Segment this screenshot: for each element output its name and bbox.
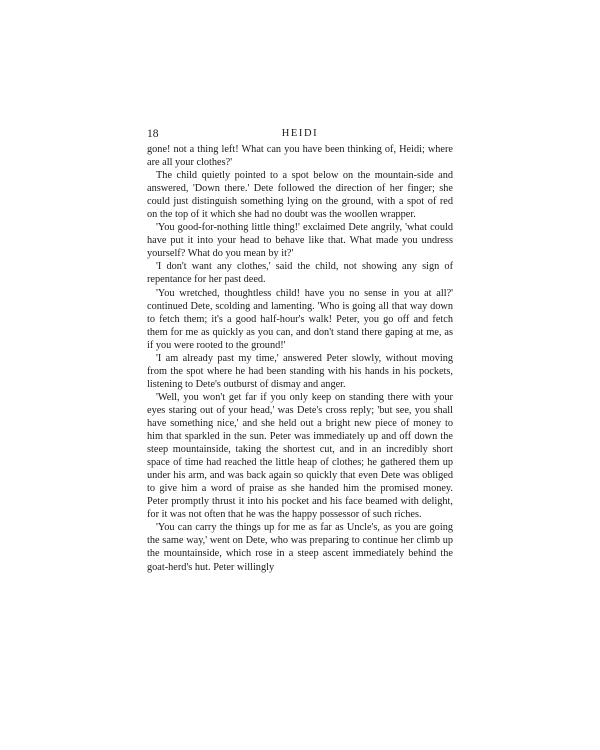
paragraph: 'Well, you won't get far if you only keep on standing there with your eyes staring out of your head,' was Dete's cross reply; 'but see, you shall have something nice,' and she held out a bright new piece of money to him that sparkled in the sun. Peter was immediately up and off down the steep mountainside, taking the shortest cut, and in an incredibly short space of time had reached the little heap of clothes; he gathered them up under his arm, and was back again so quickly that even Dete was obliged to give him a word of praise as she handed him the promised money. Peter promptly thrust it into his pocket and his face beamed with delight, for it was not often that he was the happy possessor of such riches. [147,391,453,521]
body-text [147,143,453,574]
running-head: HEIDI [281,128,319,139]
paragraph: 'I am already past my time,' answered Peter slowly, without moving from the spot where he had been standing with his hands in his pockets, listening to Dete's outburst of dismay and anger. [147,352,453,390]
paragraph: The child quietly pointed to a spot below on the mountain-side and answered, 'Down there.' Dete followed the direction of her finger; she could just distinguish something lying on the ground, with a spot of red on the top of it which she had no doubt was the woollen wrapper. [147,170,453,221]
paragraph: 'You can carry the things up for me as far as Uncle's, as you are going the same way,' went on Dete, who was preparing to continue her climb up the mountainside, which rose in a steep ascent immediately behind the goat-herd's hut. Peter willingly [147,522,453,573]
paragraph: 'I don't want any clothes,' said the child, not showing any sign of repentance for her past deed. [147,261,453,286]
paragraph: 'You wretched, thoughtless child! have you no sense in you at all?' continued Dete, scolding and lamenting. 'Who is going all that way down to fetch them; it's a good half-hour's walk! Peter, you go off and fetch them for me as quickly as you can, and don't stand there gaping at me, as if you were rooted to the ground!' [147,287,453,351]
paragraph: gone! not a thing left! What can you have been thinking of, Heidi; where are all your clothes?' [147,144,453,169]
page-number: 18 [147,128,159,140]
page-header [147,127,453,141]
paragraph: 'You good-for-nothing little thing!' exclaimed Dete angrily, 'what could have put it into your head to behave like that. What made you undress yourself? What do you mean by it?' [147,222,453,260]
